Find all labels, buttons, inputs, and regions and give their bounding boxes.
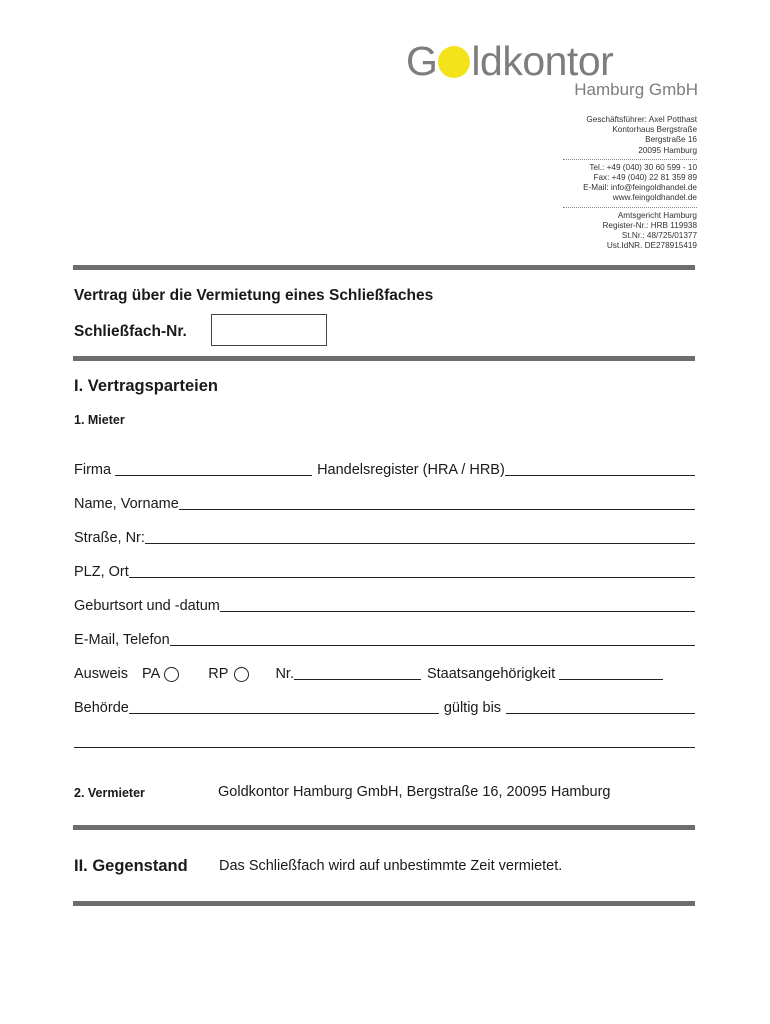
strasse-field[interactable] xyxy=(145,542,695,544)
contact-line: Amtsgericht Hamburg xyxy=(617,210,697,220)
vermieter-value: Goldkontor Hamburg GmbH, Bergstraße 16, 20095 Hamburg xyxy=(218,784,611,800)
contact-line: St.Nr.: 48/725/01377 xyxy=(621,231,697,241)
section-divider xyxy=(73,265,695,270)
contact-line: www.feingoldhandel.de xyxy=(612,193,697,203)
nr-field[interactable] xyxy=(294,678,421,680)
plz-field[interactable] xyxy=(129,576,695,578)
rp-radio[interactable] xyxy=(234,667,249,682)
row-strasse xyxy=(74,527,695,547)
name-label: Name, Vorname xyxy=(74,496,179,512)
section-divider xyxy=(73,901,695,906)
behoerde-label: Behörde xyxy=(74,700,129,716)
geburt-label: Geburtsort und -datum xyxy=(74,598,220,614)
row-email xyxy=(74,629,695,649)
address-group xyxy=(527,115,697,156)
section-heading-parties: I. Vertragsparteien xyxy=(74,377,218,395)
firma-label: Firma xyxy=(74,462,112,478)
name-field[interactable] xyxy=(179,508,695,510)
plz-label: PLZ, Ort xyxy=(74,564,129,580)
staat-label: Staatsangehörigkeit xyxy=(426,666,556,682)
row-geburt xyxy=(74,595,695,615)
document-title: Vertrag über die Vermietung eines Schließfaches xyxy=(74,287,434,304)
fach-number-field[interactable] xyxy=(211,314,327,346)
contact-line: E-Mail: info@feingoldhandel.de xyxy=(583,183,697,193)
ausweis-label: Ausweis xyxy=(74,666,128,682)
behoerde-field[interactable] xyxy=(129,712,439,714)
contact-line: Geschäftsführer: Axel Potthast xyxy=(586,115,697,124)
vermieter-heading: 2. Vermieter xyxy=(74,786,145,800)
contact-line: Fax: +49 (040) 22 81 359 89 xyxy=(593,173,697,183)
nr-label: Nr. xyxy=(275,666,294,682)
row-extra xyxy=(74,731,695,751)
contact-line: Kontorhaus Bergstraße xyxy=(612,125,697,135)
geburt-field[interactable] xyxy=(220,610,695,612)
email-label: E-Mail, Telefon xyxy=(74,632,170,648)
logo-wordmark: G ldkontor xyxy=(406,38,614,84)
row-ausweis xyxy=(74,663,695,683)
email-field[interactable] xyxy=(170,644,695,646)
contact-line: Register-Nr.: HRB 119938 xyxy=(602,220,697,230)
sun-icon xyxy=(438,46,470,78)
row-behoerde xyxy=(74,697,695,717)
logo-subtitle: Hamburg GmbH xyxy=(574,80,698,99)
handelsregister-label: Handelsregister (HRA / HRB) xyxy=(317,462,505,478)
pa-radio[interactable] xyxy=(164,667,179,682)
firma-field[interactable] xyxy=(115,474,312,476)
legal-group xyxy=(527,211,697,252)
section-divider xyxy=(73,356,695,361)
fach-label: Schließfach-Nr. xyxy=(74,323,187,340)
staat-field[interactable] xyxy=(559,678,663,680)
extra-line-field[interactable] xyxy=(74,746,695,748)
gegenstand-text: Das Schließfach wird auf unbestimmte Zeit vermietet. xyxy=(219,858,563,874)
handelsregister-field[interactable] xyxy=(505,474,695,476)
contact-line: Bergstraße 16 xyxy=(645,135,697,145)
divider xyxy=(563,159,697,160)
section-heading-gegenstand: II. Gegenstand xyxy=(74,857,188,875)
contact-line: 20095 Hamburg xyxy=(638,145,697,155)
divider xyxy=(563,207,697,208)
row-name xyxy=(74,493,695,513)
strasse-label: Straße, Nr: xyxy=(74,530,145,546)
contact-line: Tel.: +49 (040) 30 60 599 - 10 xyxy=(589,162,697,172)
section-divider xyxy=(73,825,695,830)
gueltig-field[interactable] xyxy=(506,712,695,714)
comms-group xyxy=(527,163,697,204)
mieter-heading: 1. Mieter xyxy=(74,413,125,427)
company-logo xyxy=(406,38,698,100)
contact-line: Ust.IdNR. DE278915419 xyxy=(606,241,697,251)
row-firma xyxy=(74,459,695,479)
pa-label: PA xyxy=(142,666,161,682)
row-plz xyxy=(74,561,695,581)
contact-block xyxy=(527,115,697,251)
gueltig-label: gültig bis xyxy=(443,700,502,716)
rp-label: RP xyxy=(208,666,229,682)
